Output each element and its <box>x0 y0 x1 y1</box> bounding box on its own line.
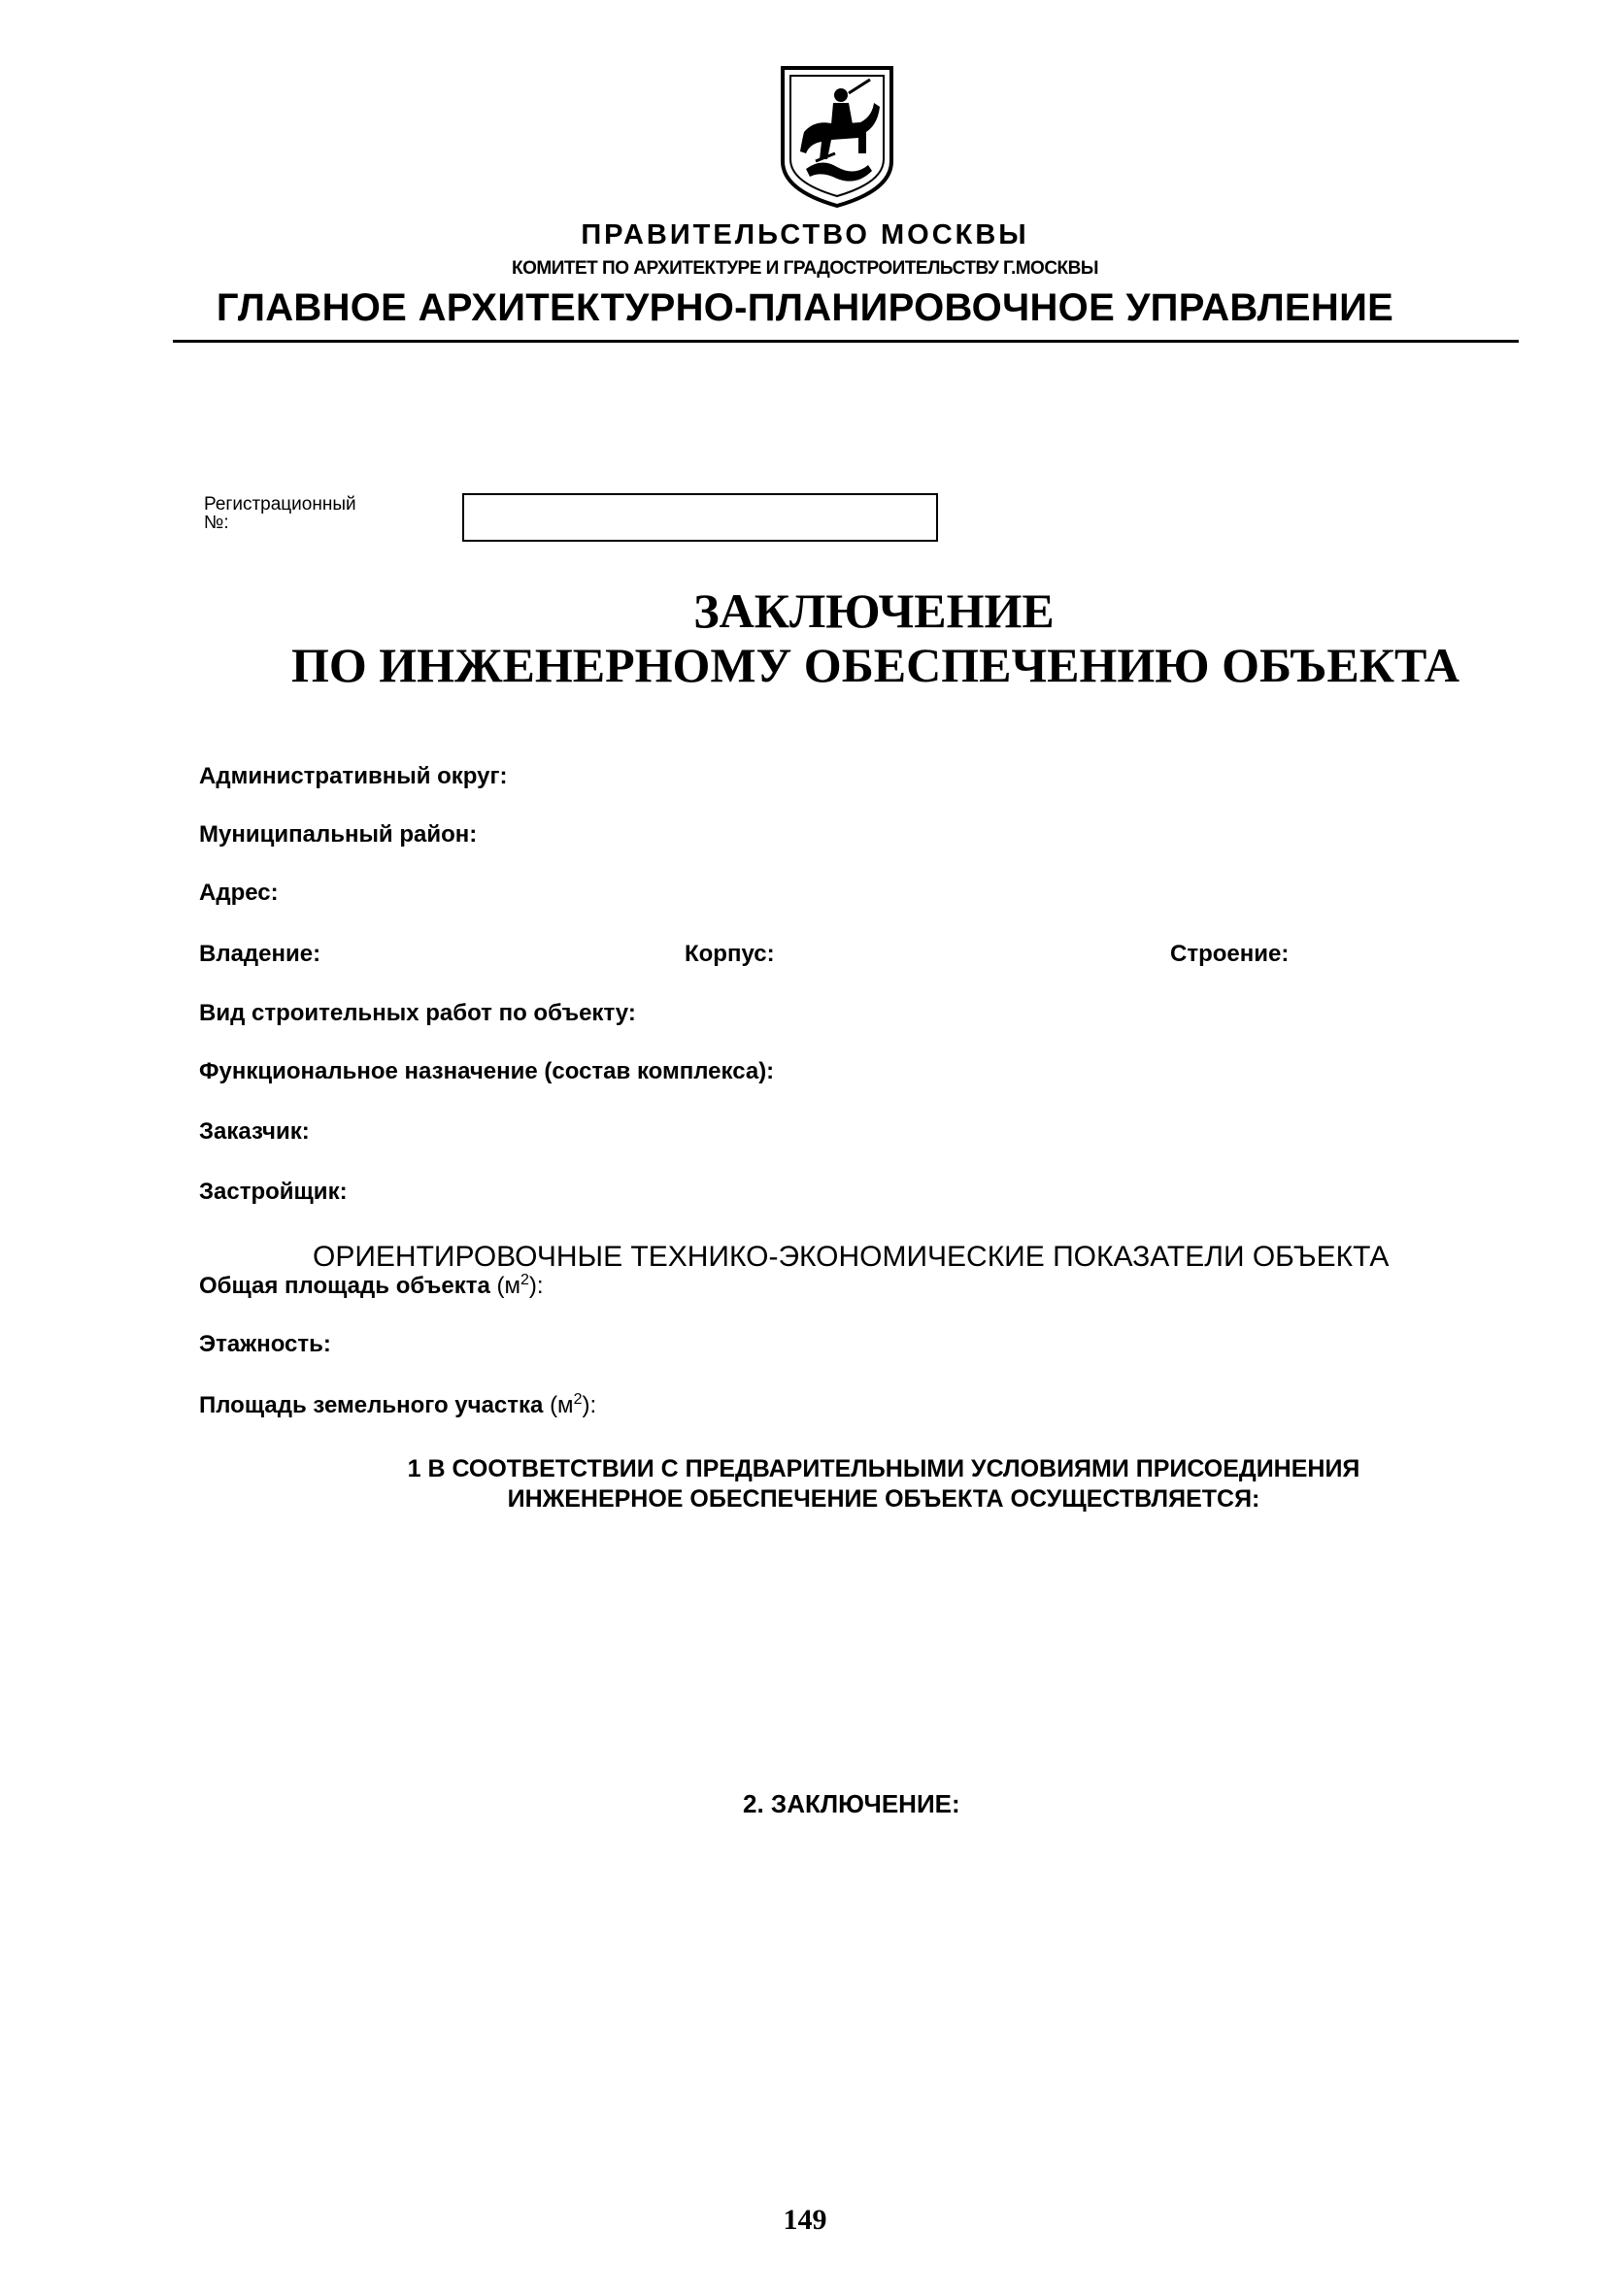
field-total-area <box>199 1272 544 1300</box>
section-1-line1: 1 В СООТВЕТСТВИИ С ПРЕДВАРИТЕЛЬНЫМИ УСЛОВИЯМИ ПРИСОЕДИНЕНИЯ <box>407 1455 1360 1482</box>
total-area-end: ): <box>528 1273 544 1299</box>
field-developer: Застройщик: <box>199 1179 348 1205</box>
field-municipal-district: Муниципальный район: <box>199 821 478 848</box>
field-possession: Владение: <box>199 941 321 967</box>
moscow-coat-of-arms-icon <box>777 64 897 210</box>
land-area-label: Площадь земельного участка <box>199 1392 544 1418</box>
total-area-unit: (м <box>496 1273 520 1299</box>
section-1-line2: ИНЖЕНЕРНОЕ ОБЕСПЕЧЕНИЕ ОБЪЕКТА ОСУЩЕСТВЛЯЕТСЯ: <box>507 1485 1260 1513</box>
field-structure: Строение: <box>1170 941 1290 967</box>
field-work-type: Вид строительных работ по объекту: <box>199 1000 636 1026</box>
total-area-label: Общая площадь объекта <box>199 1273 490 1299</box>
land-area-unit: (м <box>550 1392 574 1418</box>
department-name: ГЛАВНОЕ АРХИТЕКТУРНО-ПЛАНИРОВОЧНОЕ УПРАВЛЕНИЕ <box>216 286 1394 329</box>
section-1-heading <box>243 1454 1525 1514</box>
registration-label-line1: Регистрационный <box>204 494 356 515</box>
total-area-sup: 2 <box>520 1272 529 1288</box>
section-2-heading: 2. ЗАКЛЮЧЕНИЕ: <box>743 1789 960 1818</box>
government-name: ПРАВИТЕЛЬСТВО МОСКВЫ <box>581 219 1029 250</box>
header-divider <box>173 340 1519 343</box>
field-customer: Заказчик: <box>199 1118 310 1145</box>
field-address: Адрес: <box>199 880 279 906</box>
document-subtitle: ПО ИНЖЕНЕРНОМУ ОБЕСПЕЧЕНИЮ ОБЪЕКТА <box>291 638 1459 692</box>
registration-number-field[interactable] <box>462 493 938 542</box>
field-admin-district: Административный округ: <box>199 763 508 789</box>
land-area-sup: 2 <box>573 1391 583 1408</box>
document-title: ЗАКЛЮЧЕНИЕ <box>693 583 1055 638</box>
registration-label-line2: №: <box>204 513 229 533</box>
land-area-end: ): <box>582 1392 597 1418</box>
field-building: Корпус: <box>685 941 775 967</box>
committee-name: КОМИТЕТ ПО АРХИТЕКТУРЕ И ГРАДОСТРОИТЕЛЬСТВУ Г.МОСКВЫ <box>512 258 1098 279</box>
indicators-heading: ОРИЕНТИРОВОЧНЫЕ ТЕХНИКО-ЭКОНОМИЧЕСКИЕ ПОКАЗАТЕЛИ ОБЪЕКТА <box>313 1241 1390 1273</box>
field-function: Функциональное назначение (состав комплекса): <box>199 1058 775 1084</box>
page-number: 149 <box>783 2204 827 2236</box>
registration-label <box>204 495 356 532</box>
field-floors: Этажность: <box>199 1331 331 1357</box>
field-land-area <box>199 1391 596 1419</box>
